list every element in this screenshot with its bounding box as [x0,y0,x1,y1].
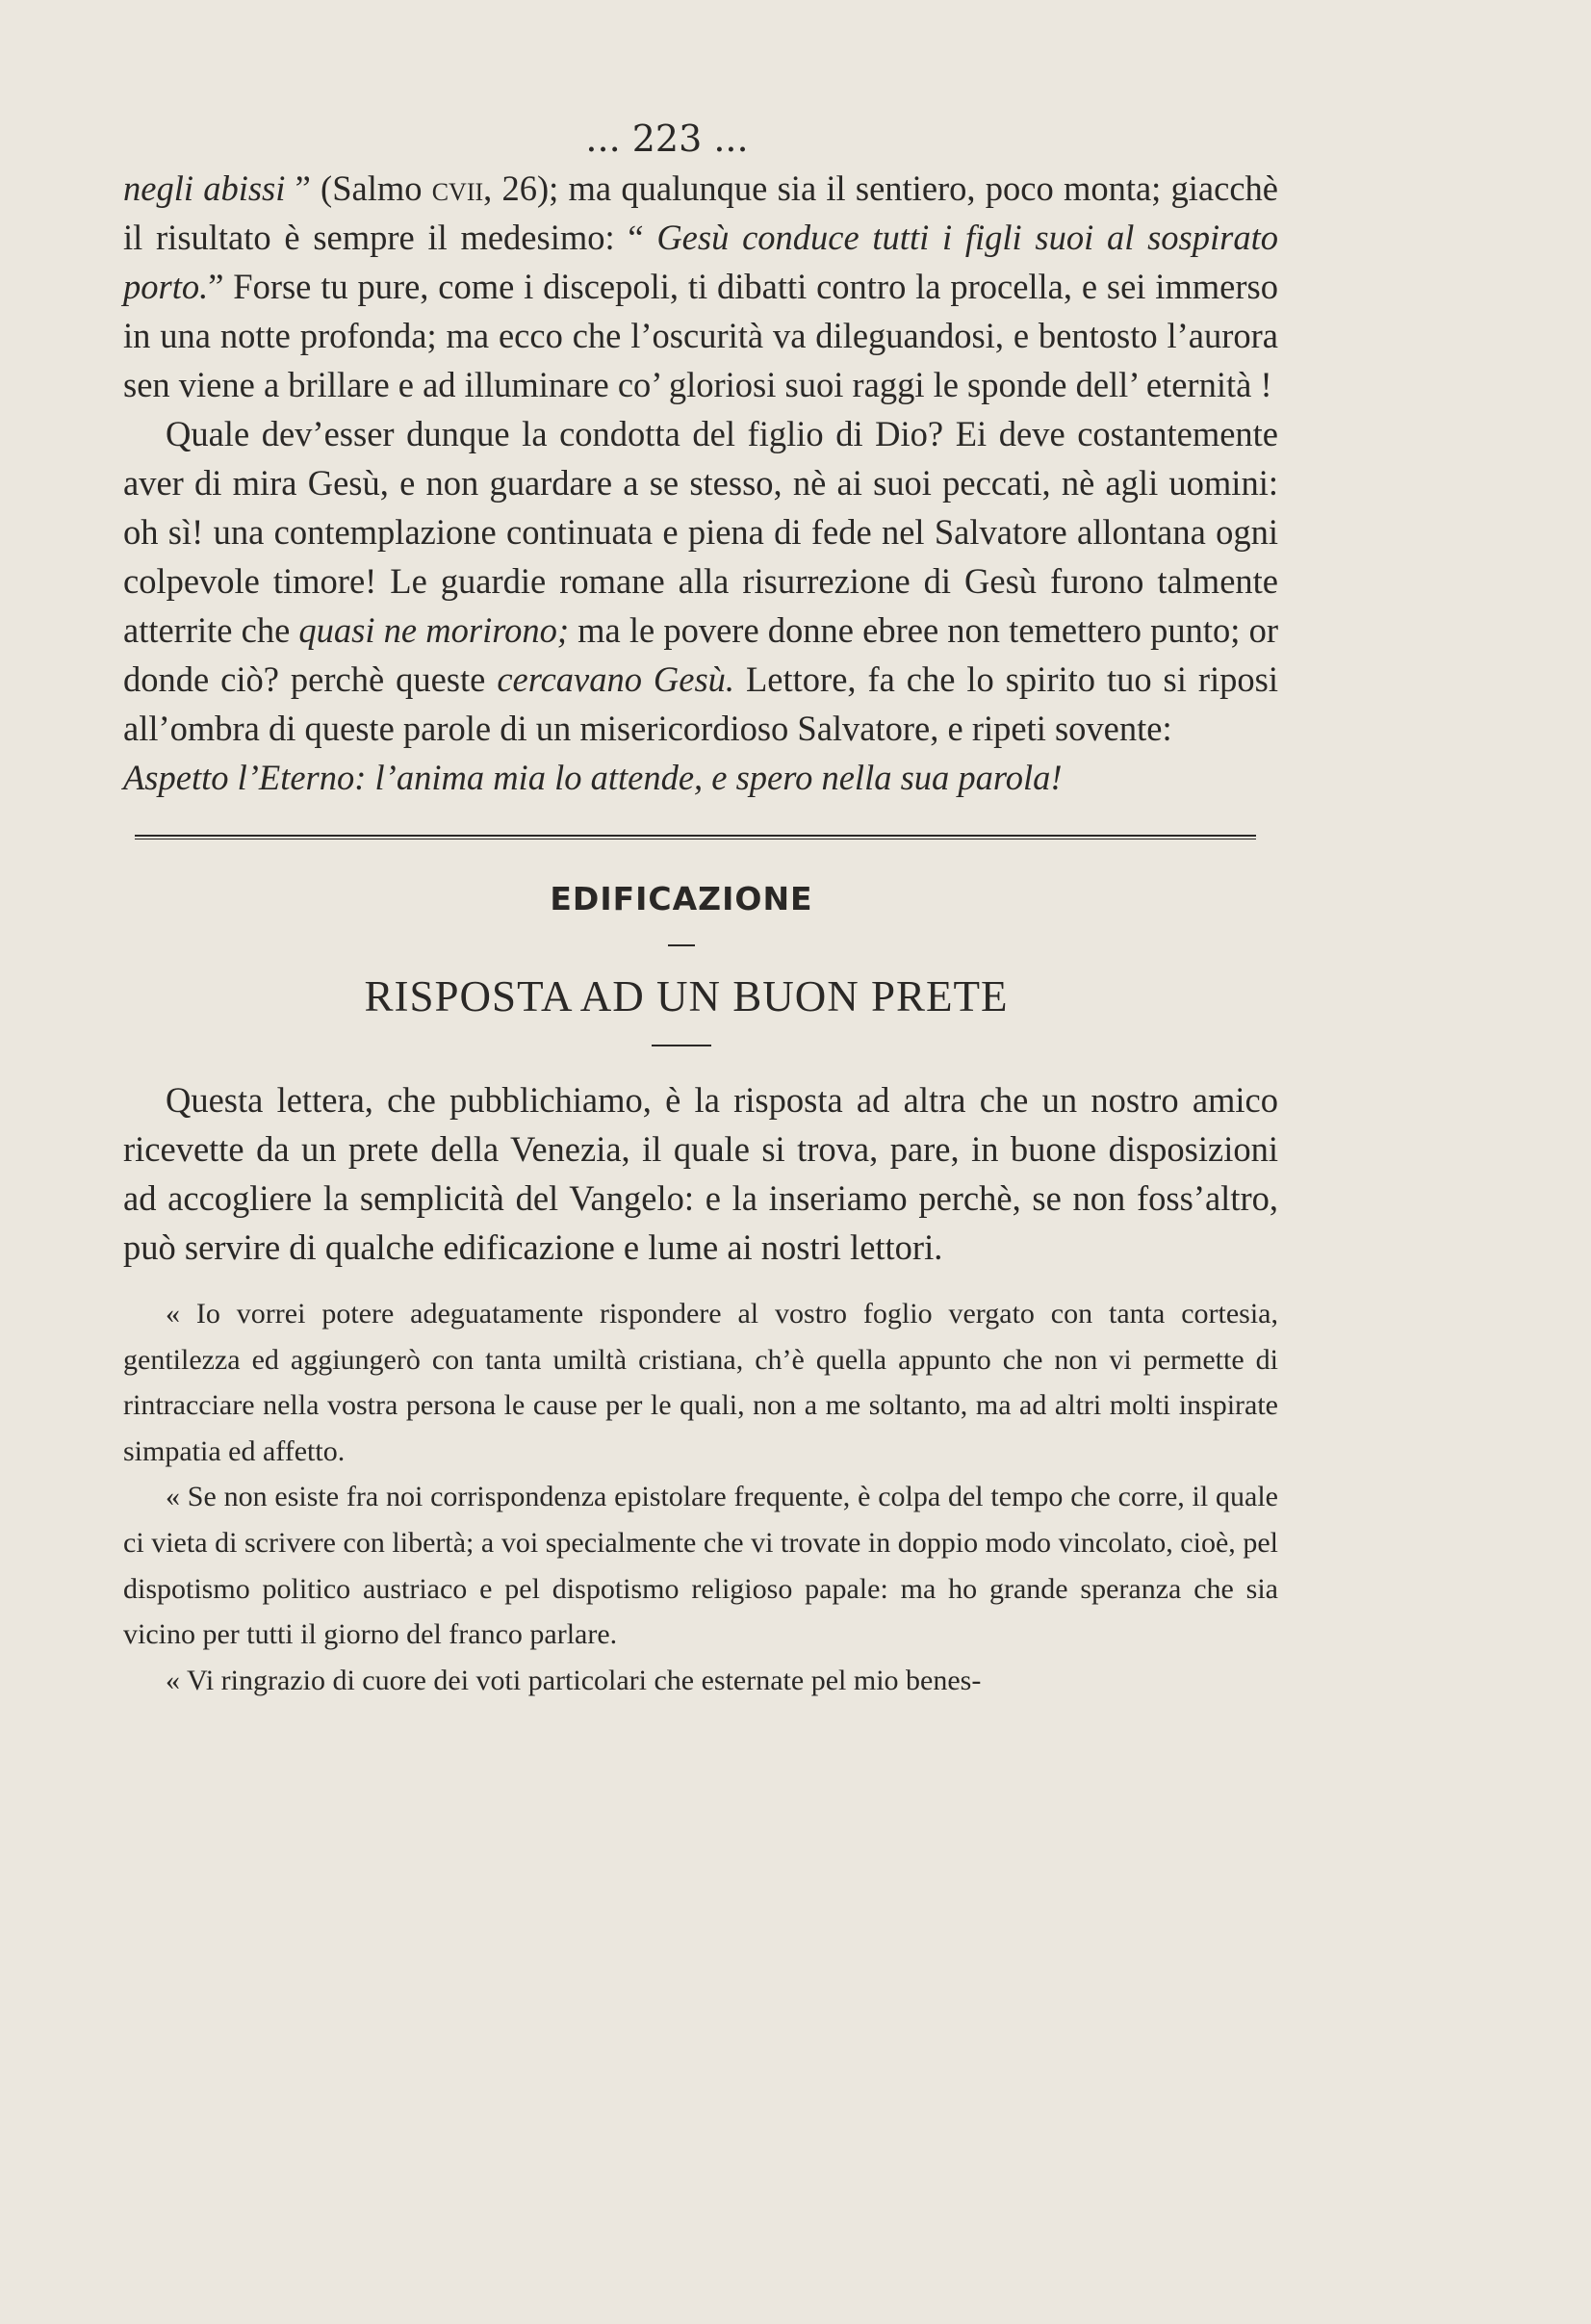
letter-paragraph-2: « Se non esiste fra noi corrispondenza epistolare frequente, è colpa del tempo che corre, il quale ci vieta di scrivere con libertà; a voi specialmente che vi trovate in doppio modo vincolato, cioè, pel dispotismo politico austriaco e pel dispotismo religioso papale: ma ho grande speranza che sia vicino per tutti il giorno del franco parlare. [123,1481,1278,1651]
letter-text [123,1291,1278,1703]
p1-segment: ” (Salmo [285,168,432,208]
intro-block [123,1075,1278,1272]
p2-segment: cercavano Gesù. [497,659,735,699]
letter-paragraph-3: « Vi ringrazio di cuore dei voti particolari che esternate pel mio benes- [166,1664,982,1696]
paragraph-continued [123,164,1278,409]
intro-paragraph: Questa lettera, che pubblichiamo, è la risposta ad altra che un nostro amico ricevette da un prete della Venezia, il quale si trova, pare, in buone disposizioni ad accogliere la semplicità del Vangelo: e la inseriamo perchè, se non foss’altro, può servire di qualche edificazione e lume ai nostri lettori. [123,1080,1278,1267]
article-title: RISPOSTA AD UN BUON PRETE [364,972,1009,1020]
letter-paragraph-1: « Io vorrei potere adeguatamente rispondere al vostro foglio vergato con tanta cortesia, gentilezza ed aggiungerò con tanta umiltà cristiana, ch’è quella appunto che non vi permette di rintracciare nella vostra persona le cause per le quali, non a me soltanto, ma ad altri molti inspirate simpatia ed affetto. [123,1298,1278,1467]
p2-segment: quasi ne morirono; [298,610,569,650]
p1-segment: , 26); ma qualunque sia il sentiero, poco monta; giacchè il risultato è sempre il medesimo: “ [123,168,1278,257]
p1-segment: negli abissi [123,168,286,208]
p1-segment: Gesù conduce tutti i figli suoi al sospirato porto. [123,218,1278,306]
top-text [123,164,1278,802]
paragraph-conduct [123,409,1278,753]
section-label: EDIFICAZIONE [550,880,813,917]
page-number: ... 223 ... [585,117,749,160]
p2-segment: ma le povere donne ebree non temettero punto; or donde ciò? perchè queste [123,610,1278,699]
scripture-quote: Aspetto l’Eterno: l’anima mia lo attende, e spero nella sua parola! [123,758,1063,797]
section-divider [135,835,1256,839]
short-divider [668,944,695,946]
p2-segment: Quale dev’esser dunque la condotta del figlio di Dio? Ei deve costantemente aver di mira Gesù, e non guardare a se stesso, nè ai suoi peccati, nè agli uomini: oh sì! una contemplazione continuata e piena di fede nel Salvatore allontana ogni colpevole timore! Le guardie romane alla risurrezione di Gesù furono talmente atterrite che [123,414,1278,650]
p1-segment: cvii [431,168,484,208]
p2-segment: Lettore, fa che lo spirito tuo si riposi all’ombra di queste parole di un misericordioso Salvatore, e ripeti sovente: [123,659,1278,748]
title-divider [652,1045,711,1046]
page-content [123,114,1278,1703]
p1-segment: ” Forse tu pure, come i discepoli, ti dibatti contro la procella, e sei immerso in una notte profonda; ma ecco che l’oscurità va dileguandosi, e bentosto l’aurora sen viene a brillare e ad illuminare co’ gloriosi suoi raggi le sponde dell’ eternità ! [123,267,1278,404]
